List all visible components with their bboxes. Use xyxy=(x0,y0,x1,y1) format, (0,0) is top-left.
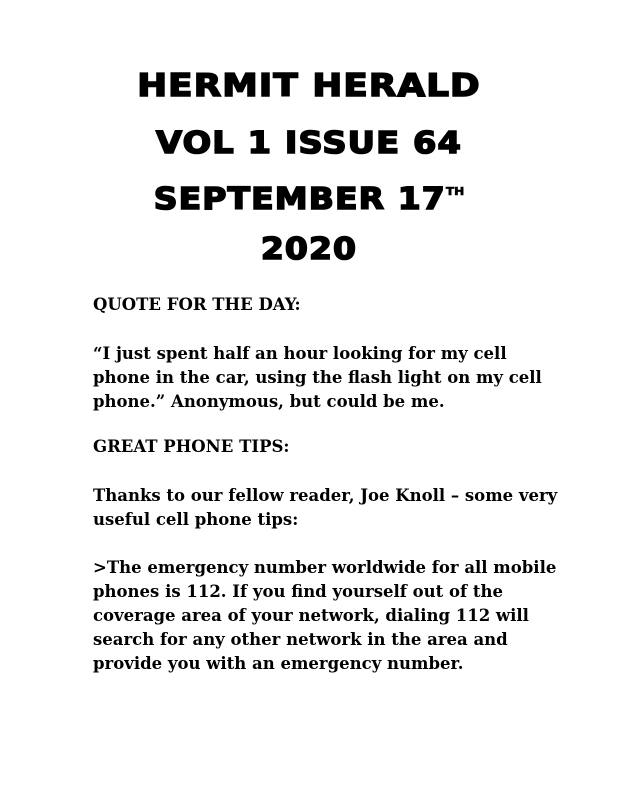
issue-date-main: SEPTEMBER 17 xyxy=(153,182,446,217)
issue-year: 2020 xyxy=(260,232,358,267)
tips-heading: GREAT PHONE TIPS: xyxy=(93,437,290,456)
thanks-paragraph: Thanks to our fellow reader, Joe Knoll – some very useful cell phone tips: xyxy=(93,486,558,529)
issue-date xyxy=(0,182,618,217)
issue-date-suffix: TH xyxy=(445,185,465,198)
tip-paragraph: >The emergency number worldwide for all mobile phones is 112. If you find yourself out of the coverage area of your network, dialing 112 will search for any other network in the area and provide you with an emergency number. xyxy=(93,558,557,673)
volume-issue: VOL 1 ISSUE 64 xyxy=(156,126,462,161)
quote-text: “I just spent half an hour looking for my cell phone in the car, using the flash light on my cell phone.” Anonymous, but could be me. xyxy=(93,344,542,411)
quote-heading: QUOTE FOR THE DAY: xyxy=(93,295,301,314)
newsletter-title: HERMIT HERALD xyxy=(137,68,481,104)
